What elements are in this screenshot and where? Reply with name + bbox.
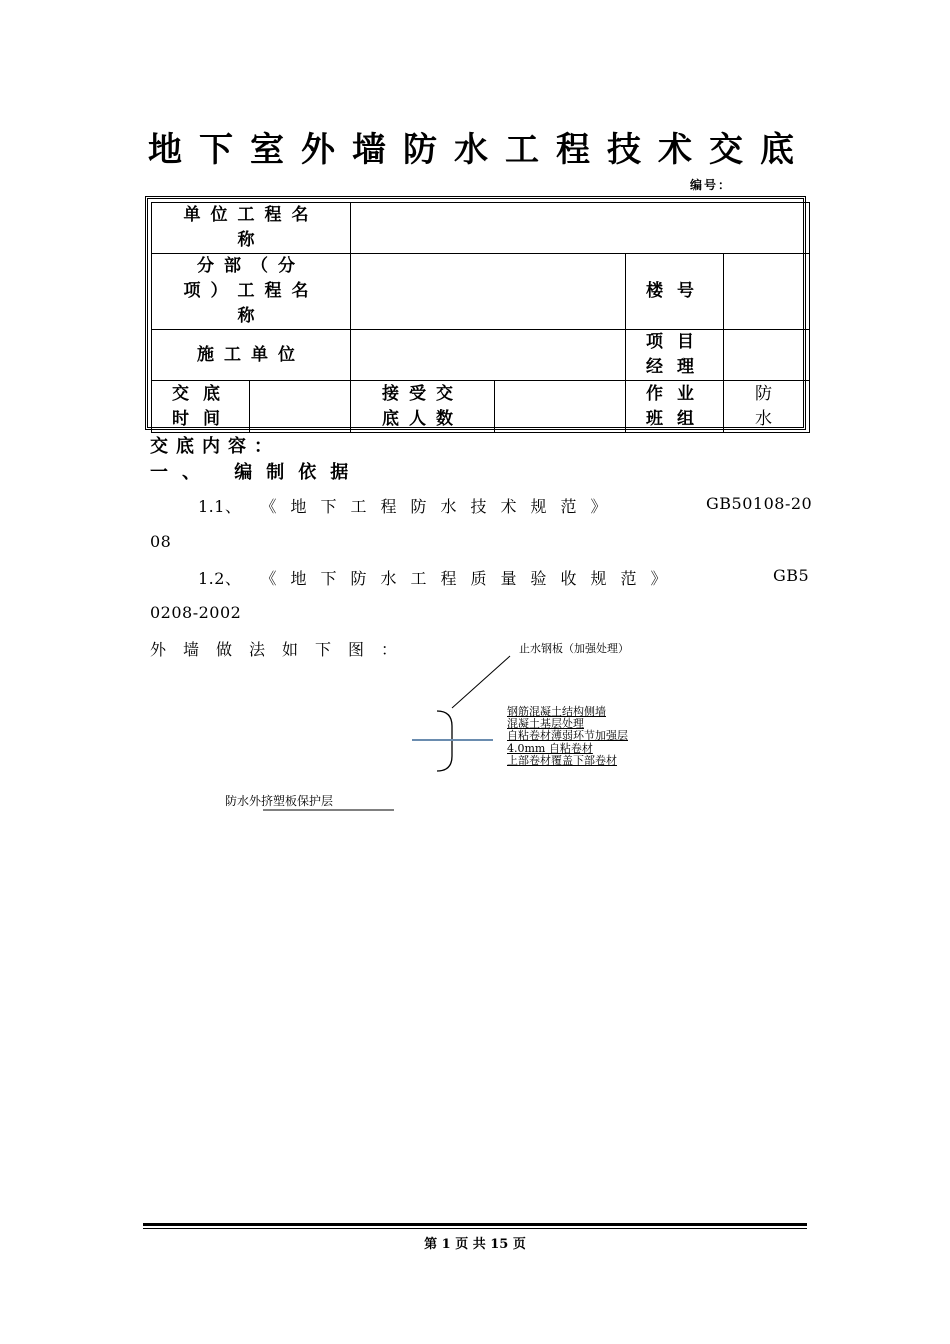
work-team-value-line1: 防 bbox=[755, 383, 778, 404]
content-heading: 交底内容： bbox=[150, 436, 280, 457]
reference-item-2-name: 《地下防水工程质量验收规范》 bbox=[260, 569, 681, 588]
receivers-label-line1: 接受交 bbox=[382, 383, 463, 404]
layer-label-3: 自粘卷材薄弱环节加强层 bbox=[507, 729, 628, 742]
wall-method-text: 外墙做法如下图： bbox=[150, 640, 415, 659]
waterstop-leader-line bbox=[452, 656, 510, 708]
unit-project-label-line1: 单位工程名 bbox=[183, 205, 319, 225]
layer-label-1: 钢筋混凝土结构侧墙 bbox=[507, 705, 606, 718]
section-basis-heading: 一、 编制依据 bbox=[150, 462, 363, 483]
receivers-label-line2: 底人数 bbox=[382, 408, 463, 429]
project-manager-label-line1: 项目 bbox=[646, 332, 708, 352]
construction-unit-label: 施工单位 bbox=[152, 330, 351, 381]
reference-item-1-name: 《地下工程防水技术规范》 bbox=[260, 497, 621, 516]
sub-project-label-line1: 分部（分 bbox=[197, 256, 305, 276]
work-team-value-line2: 水 bbox=[755, 408, 778, 429]
layer-label-4: 4.0mm 自粘卷材 bbox=[507, 742, 593, 755]
reference-item-2-prefix: 1.2、 bbox=[198, 569, 242, 588]
reference-item-2-code-b: 0208-2002 bbox=[150, 603, 242, 622]
reference-item-1-prefix: 1.1、 bbox=[198, 497, 242, 516]
page-number: 第 1 页 共 15 页 bbox=[424, 1237, 526, 1252]
sub-project-label-line2: 项）工程名 bbox=[183, 281, 319, 301]
handover-time-label-line2: 时间 bbox=[172, 408, 234, 429]
handover-time-label-line1: 交底 bbox=[172, 383, 234, 404]
layer-label-2: 混凝土基层处理 bbox=[507, 717, 584, 730]
project-manager-label-line2: 经理 bbox=[646, 357, 708, 377]
work-team-label-line2: 班组 bbox=[646, 408, 708, 429]
document-title: 地下室外墙防水工程技术交底 bbox=[148, 130, 811, 170]
layer-label-5: 上部卷材覆盖下部卷材 bbox=[507, 754, 617, 767]
reference-item-1-code-a: GB50108-20 bbox=[706, 494, 813, 513]
sub-project-label-line3: 称 bbox=[237, 306, 265, 326]
reference-item-1-code-b: 08 bbox=[150, 532, 172, 551]
footer-rule-thick bbox=[143, 1223, 807, 1226]
footer-rule-thin bbox=[143, 1228, 807, 1229]
protection-label: 防水外挤塑板保护层 bbox=[225, 794, 334, 808]
code-label: 编号： bbox=[690, 178, 733, 192]
reference-item-2-code-a: GB5 bbox=[773, 566, 810, 585]
waterstop-label: 止水钢板（加强处理） bbox=[519, 642, 629, 655]
unit-project-label-line2: 称 bbox=[237, 230, 265, 250]
building-no-label: 楼号 bbox=[626, 254, 724, 330]
work-team-label-line1: 作业 bbox=[646, 383, 708, 404]
